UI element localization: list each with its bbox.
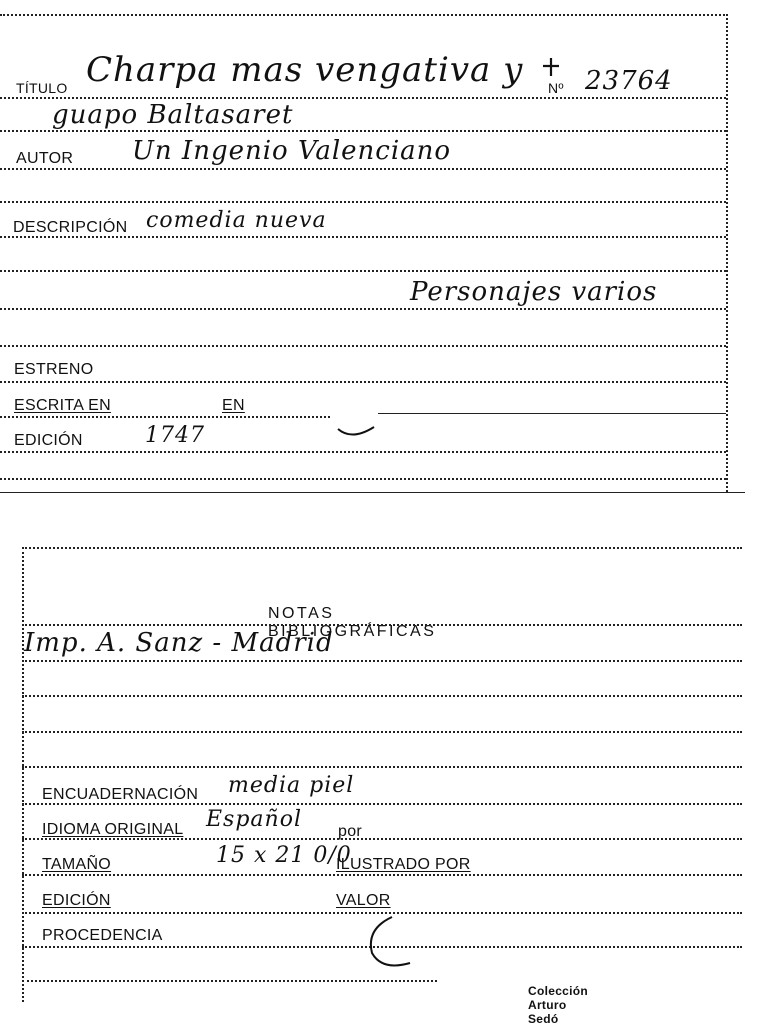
rule [22, 766, 742, 768]
escrita-en-label: ESCRITA EN [14, 397, 111, 414]
top-card-border-top [0, 14, 728, 16]
rule [0, 130, 726, 132]
rule [378, 413, 726, 414]
descripcion-value: comedia nueva [146, 208, 327, 233]
edicion-value: 1747 [145, 423, 205, 448]
rule [22, 980, 437, 982]
rule [0, 381, 726, 383]
rule [0, 97, 726, 99]
en-label: EN [222, 397, 245, 414]
rule [22, 660, 742, 662]
autor-label: AUTOR [16, 150, 74, 167]
check-mark-icon [338, 425, 378, 441]
idioma-label: IDIOMA ORIGINAL [42, 821, 184, 838]
estreno-label: ESTRENO [14, 361, 94, 378]
rule [0, 478, 726, 480]
idioma-value: Español [206, 807, 302, 832]
number-label: Nº [548, 80, 564, 96]
number-value: 23764 [585, 66, 673, 96]
encuadernacion-label: ENCUADERNACIÓN [42, 786, 199, 803]
notas-title: NOTAS BIBLIOGRÁFICAS [268, 605, 437, 640]
top-card-border-bottom [0, 492, 745, 493]
notas-value: Imp. A. Sanz - Madrid [24, 628, 334, 658]
rule [22, 912, 742, 914]
rule [22, 874, 742, 876]
titulo-value: Charpa mas vengativa y [86, 50, 524, 90]
rule [0, 451, 726, 453]
rule [0, 345, 726, 347]
edicion-label-bottom: EDICIÓN [42, 892, 111, 909]
bottom-card-border-top [22, 547, 742, 549]
top-card-border-right [726, 14, 728, 492]
ilustrado-label: ILUSTRADO POR [336, 856, 471, 873]
autor-value: Un Ingenio Valenciano [132, 136, 452, 166]
rule [22, 695, 742, 697]
por-label: por [338, 823, 363, 840]
rule [22, 624, 742, 626]
rule [0, 308, 726, 310]
titulo-value-continued: guapo Baltasaret [52, 100, 294, 130]
rule [0, 270, 726, 272]
valor-label: VALOR [336, 892, 391, 909]
procedencia-label: PROCEDENCIA [42, 927, 163, 944]
bottom-card-border-left [22, 547, 24, 1002]
rule [0, 201, 726, 203]
titulo-label: TÍTULO [16, 80, 68, 96]
encuadernacion-value: media piel [228, 773, 355, 798]
edicion-label: EDICIÓN [14, 432, 83, 449]
descripcion-label: DESCRIPCIÓN [13, 219, 128, 236]
rule [0, 416, 330, 418]
tamano-value: 15 x 21 0/0 [216, 843, 352, 868]
personajes-value: Personajes varios [410, 277, 658, 307]
rule [0, 168, 726, 170]
cross-mark-icon [541, 58, 561, 78]
footer-collection: Colección Arturo Sedó [528, 984, 589, 1026]
tamano-label: TAMAÑO [42, 856, 112, 873]
check-mark-icon [366, 915, 426, 975]
rule [22, 731, 742, 733]
